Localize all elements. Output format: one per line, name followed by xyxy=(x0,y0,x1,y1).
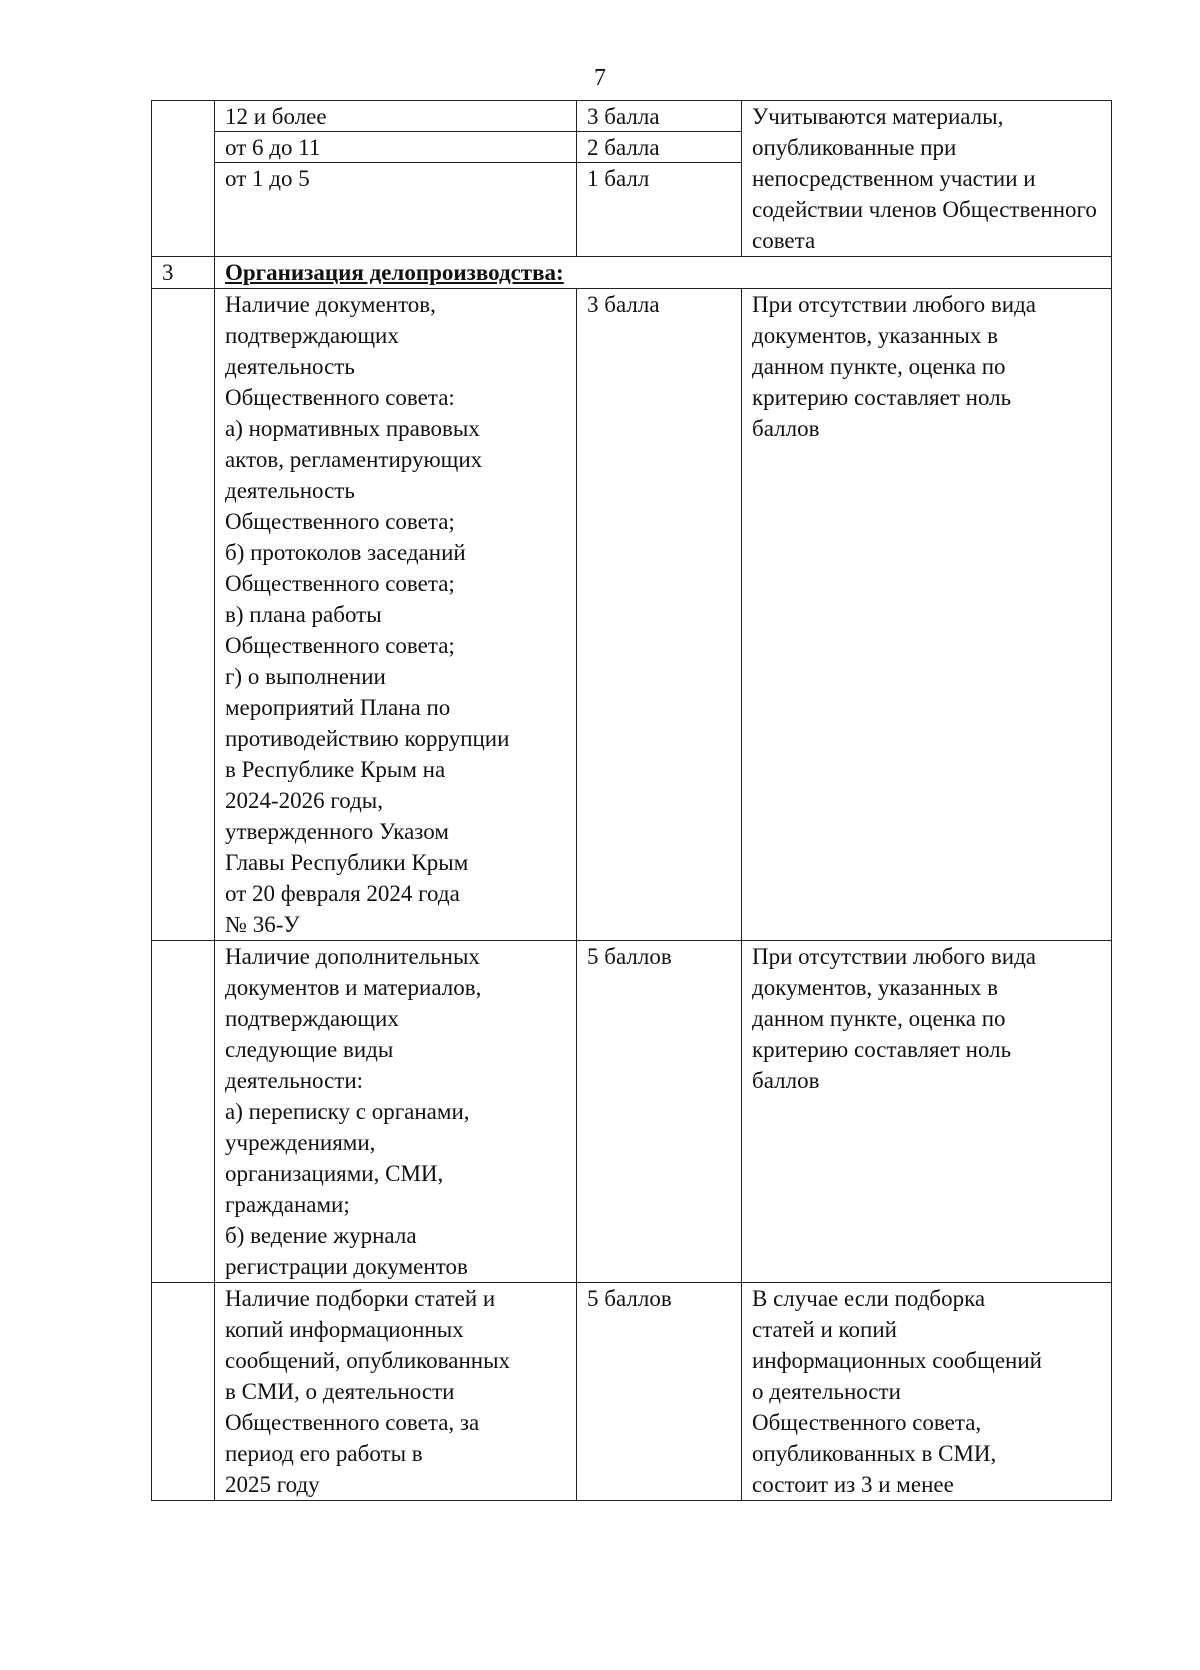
criterion-cell: Наличие подборки статей и копий информационных сообщений, опубликованных в СМИ, о деятельности Общественного совета, за период его работы в 2025 году xyxy=(215,1283,577,1501)
note-cell: Учитываются материалы, опубликованные при непосредственном участии и содействии членов Общественного совета xyxy=(742,101,1112,257)
score-cell: 3 балла xyxy=(577,289,742,941)
row-number-cell xyxy=(152,289,215,941)
score-cell xyxy=(577,101,742,257)
score-item: 1 балл xyxy=(587,166,650,191)
score-item: 2 балла xyxy=(577,132,741,163)
level-item: от 6 до 11 xyxy=(215,132,576,163)
table-row-documents xyxy=(152,289,1112,941)
note-cell: В случае если подборка статей и копий информационных сообщений о деятельности Общественного совета, опубликованных в СМИ, состоит из 3 и менее xyxy=(742,1283,1112,1501)
score-item: 3 балла xyxy=(577,101,741,132)
criteria-table xyxy=(151,100,1112,1501)
section-number: 3 xyxy=(152,257,215,289)
table-row-section-3 xyxy=(152,257,1112,289)
section-title: Организация делопроизводства: xyxy=(225,260,564,285)
row-number-cell xyxy=(152,1283,215,1501)
criterion-cell xyxy=(215,101,577,257)
note-cell: При отсутствии любого вида документов, указанных в данном пункте, оценка по критерию составляет ноль баллов xyxy=(742,941,1112,1283)
score-cell: 5 баллов xyxy=(577,1283,742,1501)
level-item: от 1 до 5 xyxy=(225,166,310,191)
note-cell: При отсутствии любого вида документов, указанных в данном пункте, оценка по критерию составляет ноль баллов xyxy=(742,289,1112,941)
criterion-cell: Наличие дополнительных документов и материалов, подтверждающих следующие виды деятельности: а) переписку с органами, учреждениями, организациями, СМИ, гражданами; б) ведение журнала регистрации документов xyxy=(215,941,577,1283)
page-number: 7 xyxy=(594,65,606,91)
row-number-cell xyxy=(152,941,215,1283)
section-title-cell xyxy=(215,257,1112,289)
row-number-cell xyxy=(152,101,215,257)
table-row-articles xyxy=(152,1283,1112,1501)
score-cell: 5 баллов xyxy=(577,941,742,1283)
table-row-publications xyxy=(152,101,1112,257)
level-item: 12 и более xyxy=(215,101,576,132)
criterion-cell: Наличие документов, подтверждающих деятельность Общественного совета: а) нормативных правовых актов, регламентирующих деятельность Общественного совета; б) протоколов заседаний Общественного совета; в) плана работы Общественного совета; г) о выполнении мероприятий Плана по противодействию коррупции в Республике Крым на 2024-2026 годы, утвержденного Указом Главы Республики Крым от 20 февраля 2024 года № 36-У xyxy=(215,289,577,941)
table-row-additional xyxy=(152,941,1112,1283)
